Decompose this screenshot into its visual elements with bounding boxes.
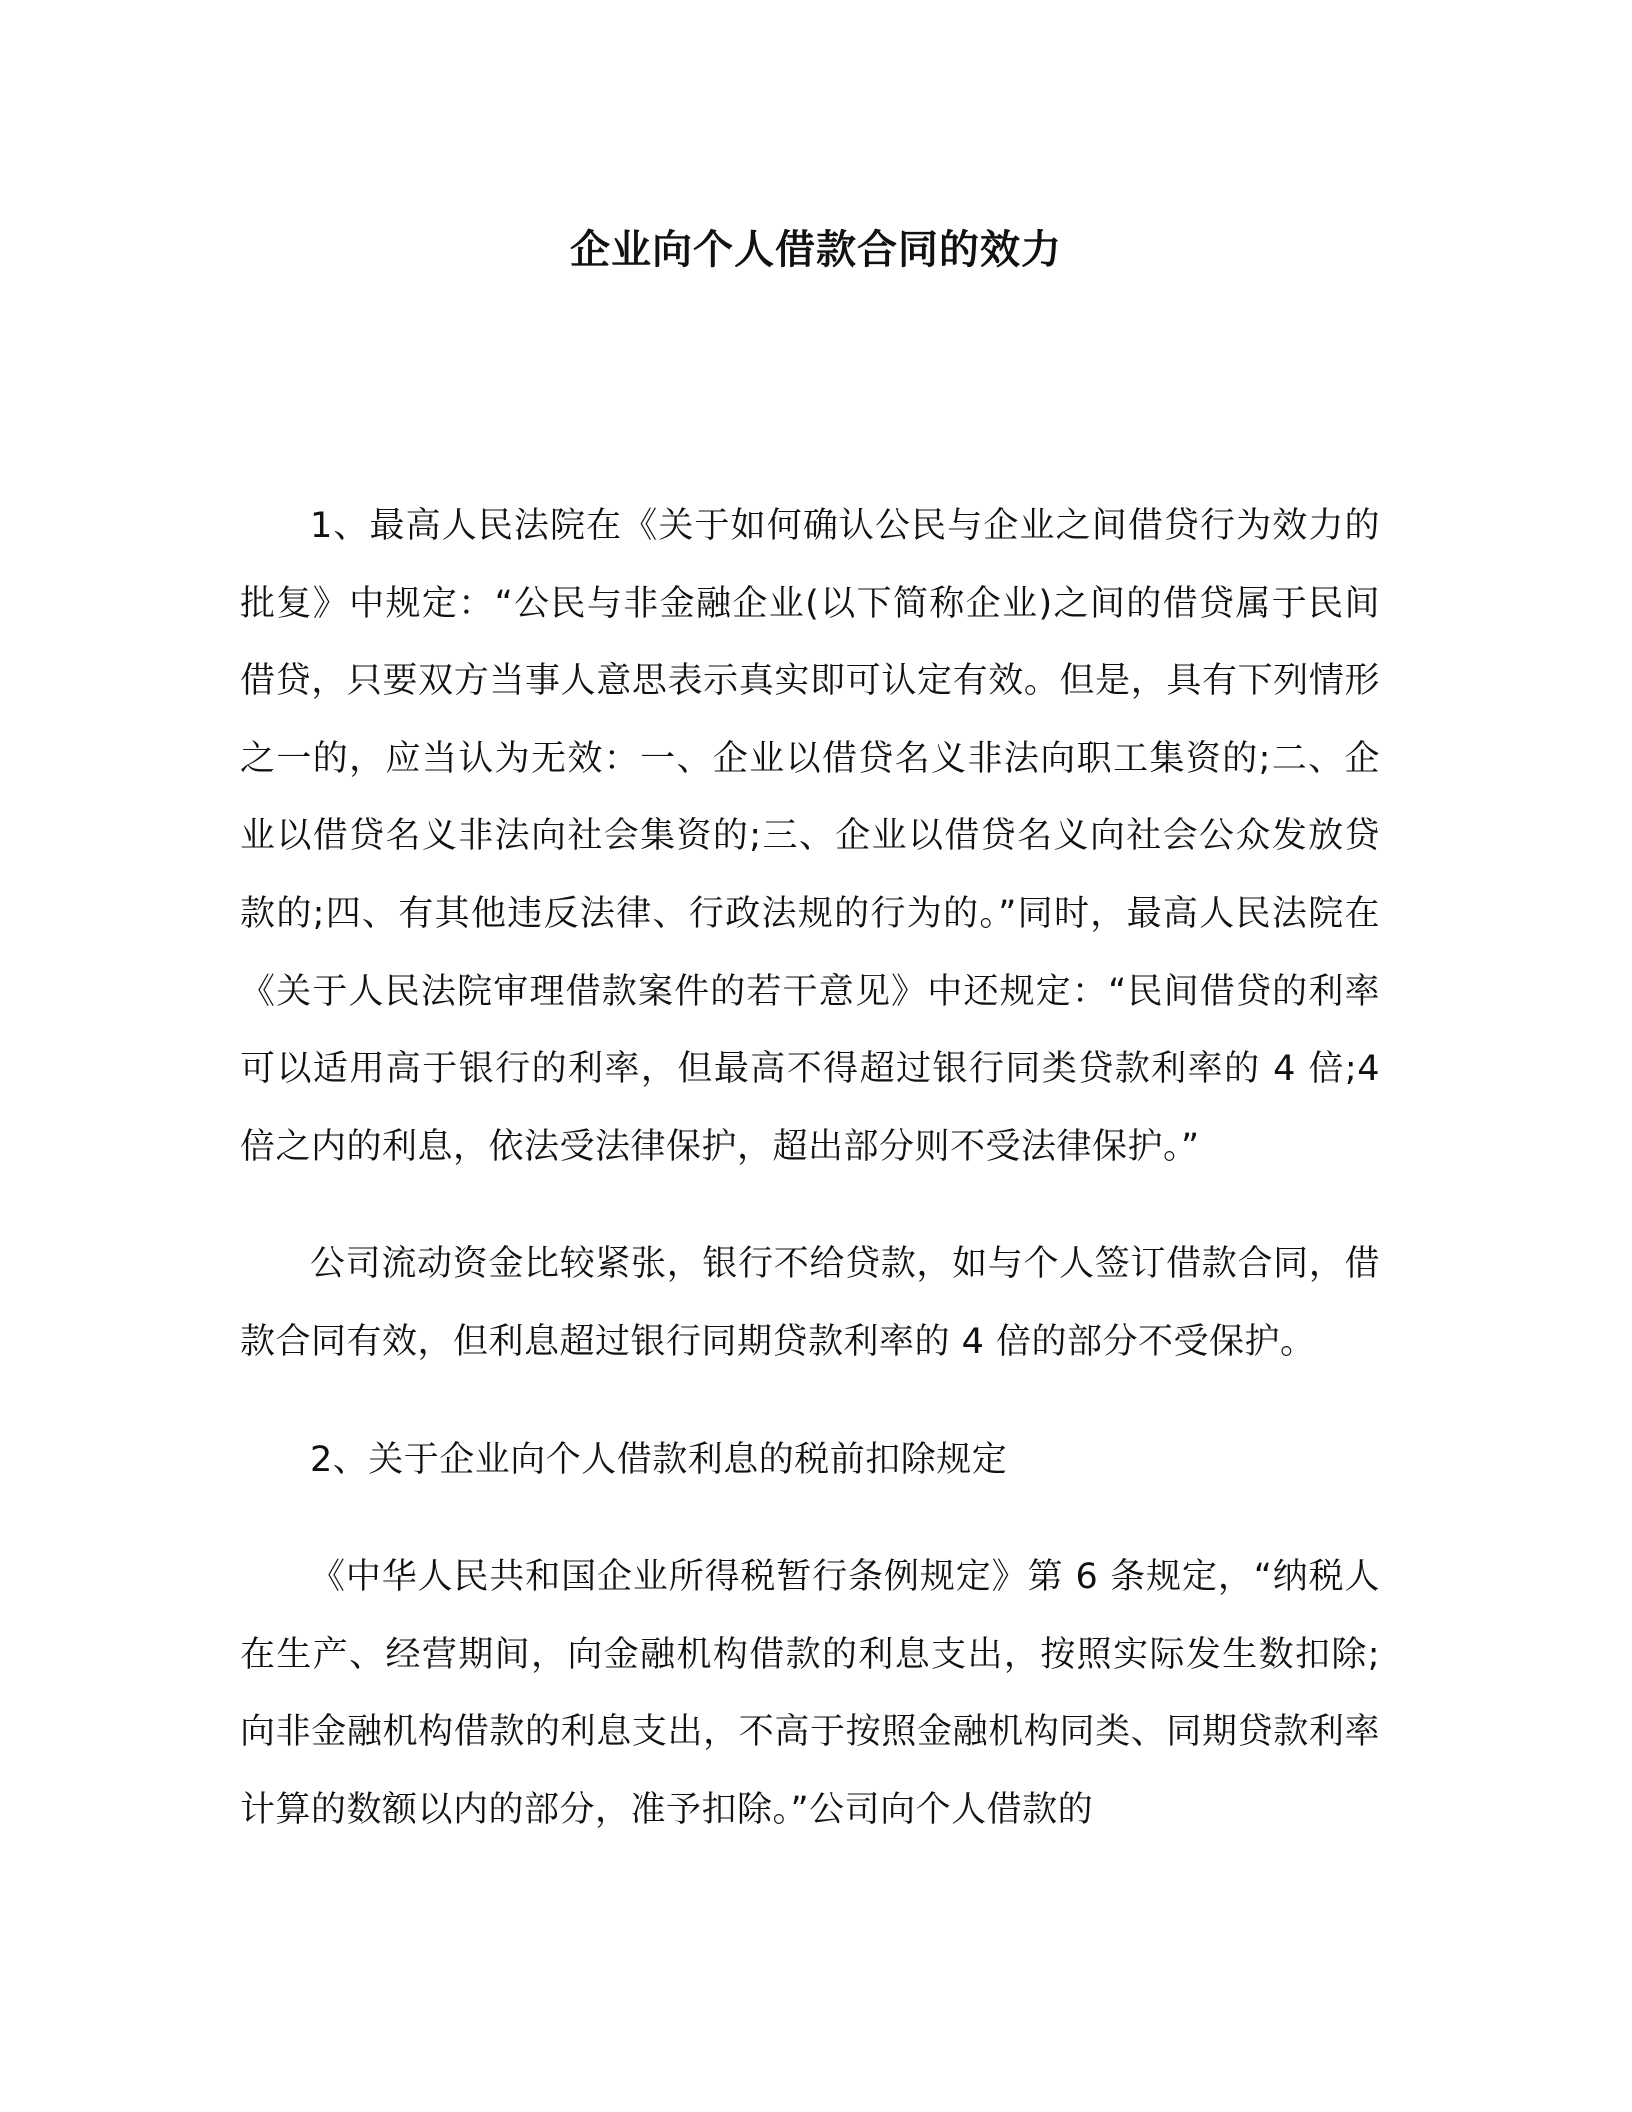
document-title: 企业向个人借款合同的效力: [570, 227, 1062, 273]
paragraph-contract-validity: 公司流动资金比较紧张，银行不给贷款，如与个人签订借款合同，借款合同有效，但利息超过银行同期贷款利率的 4 倍的部分不受保护。: [240, 1244, 1380, 1362]
paragraph-tax-regulation: 《中华人民共和国企业所得税暂行条例规定》第 6 条规定，“纳税人在生产、经营期间，向金融机构借款的利息支出，按照实际发生数扣除;向非金融机构借款的利息支出，不高于按照金融机构同类、同期贷款利率计算的数额以内的部分，准予扣除。”公司向个人借款的: [240, 1557, 1380, 1830]
document-body: [240, 488, 1380, 1850]
paragraph-court-reply: 1、最高人民法院在《关于如何确认公民与企业之间借贷行为效力的批复》中规定：“公民与非金融企业(以下简称企业)之间的借贷属于民间借贷，只要双方当事人意思表示真实即可认定有效。但是，具有下列情形之一的，应当认为无效：一、企业以借贷名义非法向职工集资的;二、企业以借贷名义非法向社会集资的;三、企业以借贷名义向社会公众发放贷款的;四、有其他违反法律、行政法规的行为的。”同时，最高人民法院在《关于人民法院审理借款案件的若干意见》中还规定：“民间借贷的利率可以适用高于银行的利率，但最高不得超过银行同类贷款利率的 4 倍;4 倍之内的利息，依法受法律保护，超出部分则不受法律保护。”: [240, 506, 1380, 1167]
section-heading-tax-deduction: 2、关于企业向个人借款利息的税前扣除规定: [310, 1439, 1008, 1480]
